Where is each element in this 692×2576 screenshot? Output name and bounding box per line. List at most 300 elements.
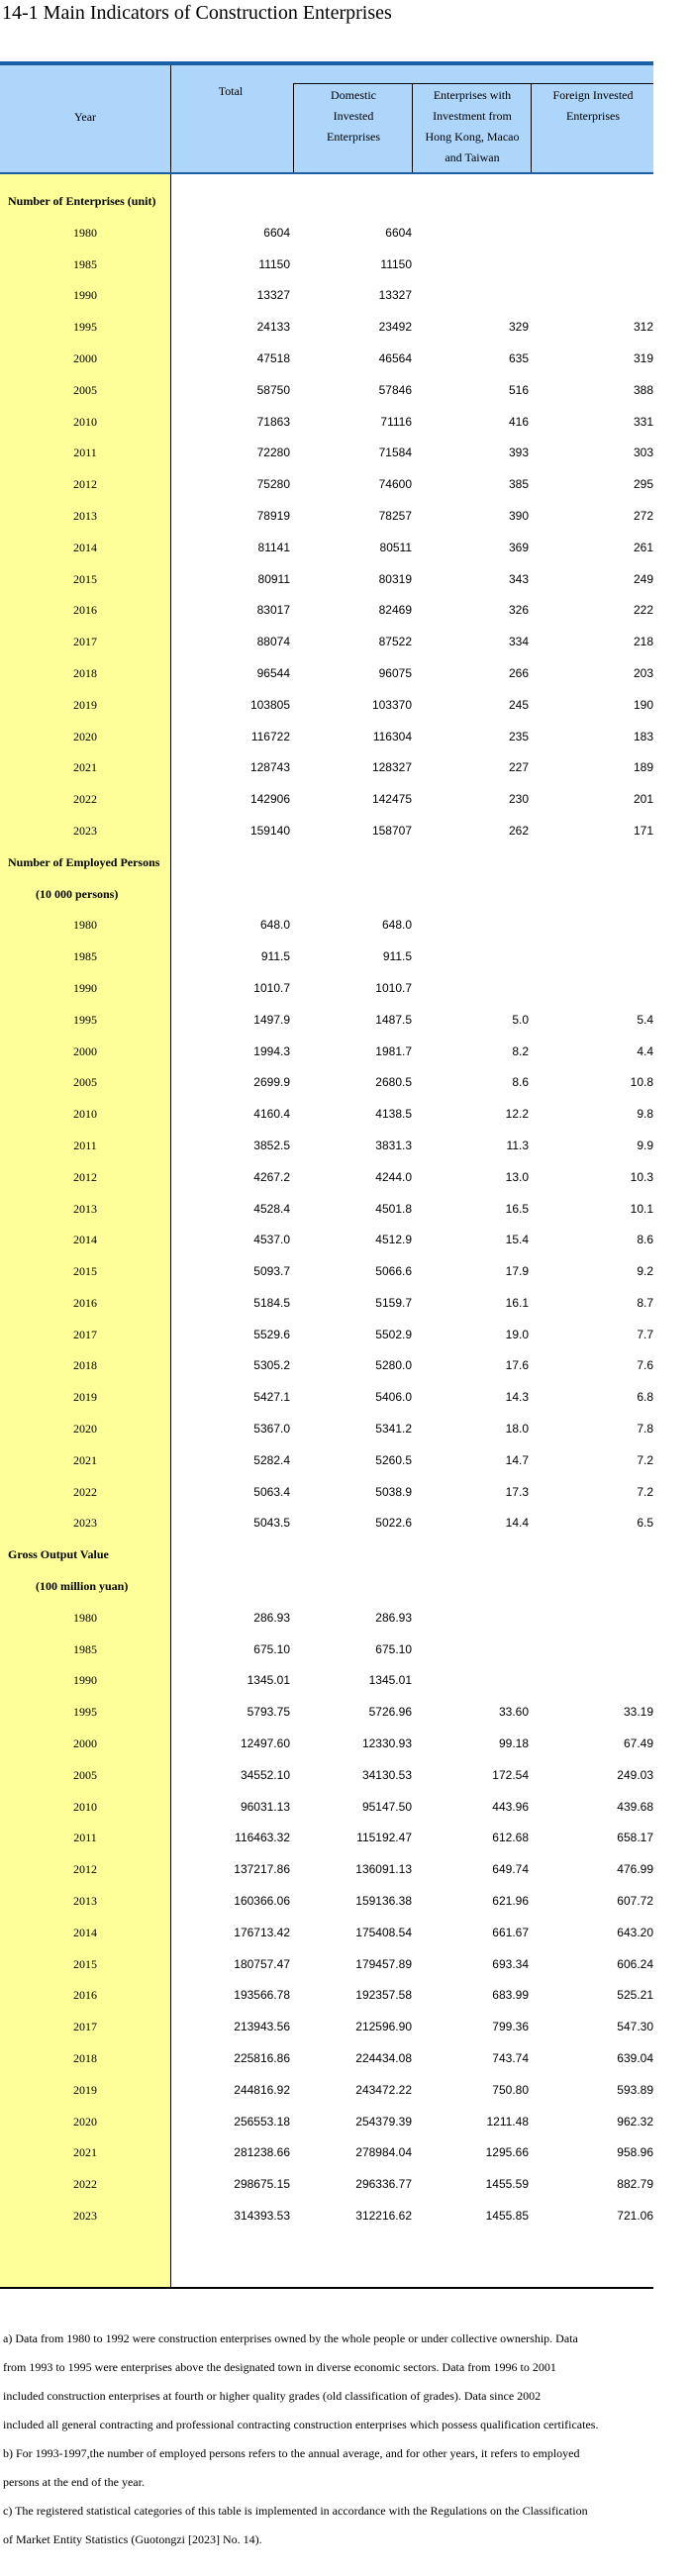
header-foreign: Foreign Invested Enterprises [552,88,634,123]
year-cell: 2018 [73,2051,97,2066]
year-cell: 1980 [73,1610,97,1625]
domestic-cell: 5502.9 [375,1327,412,1341]
domestic-cell: 74600 [378,477,412,492]
hk-macao-taiwan-cell: 235 [508,729,529,743]
year-cell: 2016 [73,1988,97,2003]
year-cell: 2021 [73,760,97,775]
total-cell: 675.10 [253,1641,290,1656]
header-divider [293,83,294,172]
foreign-cell: 190 [633,697,653,712]
section-label [0,1571,653,1603]
table-row [0,1131,653,1162]
table-row [0,2075,653,2107]
foreign-cell: 331 [633,414,653,429]
total-cell: 5043.5 [253,1516,290,1531]
note-line: b) For 1993-1997,the number of employed persons refers to the annual average, and for other years, it refers to employed [3,2446,580,2460]
hk-macao-taiwan-cell: 8.6 [512,1075,529,1090]
foreign-cell: 201 [633,792,653,807]
year-cell: 2010 [73,1107,97,1122]
hk-macao-taiwan-cell: 1295.66 [485,2145,529,2160]
year-cell: 2012 [73,477,97,492]
foreign-cell: 9.9 [637,1138,653,1152]
domestic-cell: 4512.9 [375,1233,412,1247]
total-cell: 13327 [256,288,290,303]
table-row [0,1288,653,1320]
year-cell: 2021 [73,1452,97,1467]
table-row [0,1854,653,1886]
foreign-cell: 606.24 [617,1956,653,1971]
hk-macao-taiwan-cell: 1455.59 [485,2177,529,2192]
hk-macao-taiwan-cell: 14.4 [505,1516,529,1531]
total-cell: 96544 [256,665,290,680]
note [3,2325,656,2439]
table-row [0,312,653,344]
table-row [0,1729,653,1760]
header-divider [531,83,532,172]
total-cell: 244816.92 [234,2082,290,2097]
header-domestic: Domestic Invested Enterprises [327,88,380,144]
hk-macao-taiwan-cell: 390 [508,508,529,523]
foreign-cell: 6.5 [637,1516,653,1531]
domestic-cell: 4501.8 [375,1201,412,1216]
table-row [0,1697,653,1729]
foreign-cell: 388 [633,382,653,397]
section-label-text: Number of Employed Persons [8,854,160,869]
domestic-cell: 115192.47 [356,1831,412,1845]
table-row [0,1635,653,1666]
domestic-cell: 80319 [378,571,412,586]
domestic-cell: 1010.7 [375,980,412,995]
table-row [0,1162,653,1194]
foreign-cell: 295 [633,477,653,492]
year-cell: 2019 [73,1390,97,1405]
table-row [0,595,653,627]
total-cell: 286.93 [253,1610,290,1625]
hk-macao-taiwan-cell: 266 [508,665,529,680]
table-bottom-rule [0,2287,653,2289]
year-cell: 2020 [73,729,97,743]
hk-macao-taiwan-cell: 385 [508,477,529,492]
year-cell: 2021 [73,2145,97,2160]
table-row [0,1508,653,1539]
total-cell: 1010.7 [253,980,290,995]
year-cell: 2023 [73,1516,97,1531]
table-row [0,375,653,407]
table-row [0,1760,653,1792]
hk-macao-taiwan-cell: 15.4 [505,1233,529,1247]
hk-macao-taiwan-cell: 245 [508,697,529,712]
table-row [0,344,653,375]
header-year: Year [73,110,97,124]
year-cell: 2014 [73,540,97,554]
table-row [0,1980,653,2012]
header-sub-rule [293,83,653,84]
year-cell: 2011 [73,1138,97,1152]
total-cell: 5184.5 [253,1295,290,1310]
foreign-cell: 218 [633,635,653,649]
hk-macao-taiwan-cell: 1455.85 [485,2209,529,2223]
foreign-cell: 33.19 [623,1705,653,1720]
table-row [0,1445,653,1477]
foreign-cell: 183 [633,729,653,743]
domestic-cell: 5280.0 [375,1358,412,1373]
hk-macao-taiwan-cell: 621.96 [492,1894,529,1909]
foreign-cell: 7.6 [637,1358,653,1373]
hk-macao-taiwan-cell: 334 [508,635,529,649]
domestic-cell: 243472.22 [355,2082,412,2097]
foreign-cell: 10.8 [630,1075,653,1090]
total-cell: 47518 [256,350,290,365]
total-cell: 193566.78 [234,1988,290,2003]
domestic-cell: 5022.6 [375,1516,412,1531]
hk-macao-taiwan-cell: 343 [508,571,529,586]
hk-macao-taiwan-cell: 743.74 [492,2051,529,2066]
table-row [0,1350,653,1382]
hk-macao-taiwan-cell: 17.9 [505,1264,529,1279]
domestic-cell: 71584 [378,446,412,460]
domestic-cell: 46564 [378,350,412,365]
domestic-cell: 12330.93 [361,1736,412,1751]
domestic-cell: 71116 [380,414,412,429]
hk-macao-taiwan-cell: 443.96 [492,1799,529,1814]
domestic-cell: 312216.62 [355,2209,412,2223]
year-cell: 1980 [73,918,97,933]
year-cell: 2019 [73,2082,97,2097]
total-cell: 88074 [256,635,290,649]
total-cell: 5793.75 [247,1705,290,1720]
table-row [0,438,653,469]
table-row [0,501,653,533]
table-row [0,1194,653,1226]
hk-macao-taiwan-cell: 12.2 [505,1107,529,1122]
total-cell: 3852.5 [253,1138,290,1152]
year-cell: 2015 [73,571,97,586]
hk-macao-taiwan-cell: 649.74 [492,1862,529,1877]
foreign-cell: 7.7 [637,1327,653,1341]
foreign-cell: 171 [633,823,653,838]
total-cell: 83017 [256,603,290,618]
foreign-cell: 643.20 [617,1925,653,1939]
domestic-cell: 4244.0 [375,1169,412,1184]
table-row [0,1792,653,1824]
year-cell: 2022 [73,1484,97,1499]
domestic-cell: 103370 [371,697,412,712]
hk-macao-taiwan-cell: 17.3 [505,1484,529,1499]
table-row [0,1320,653,1351]
year-cell: 2022 [73,2177,97,2192]
total-cell: 5367.0 [253,1422,290,1437]
total-cell: 80911 [257,571,290,586]
table-row [0,1256,653,1288]
hk-macao-taiwan-cell: 262 [508,823,529,838]
hk-macao-taiwan-cell: 11.3 [506,1138,529,1152]
hk-macao-taiwan-cell: 172.54 [492,1767,529,1782]
domestic-cell: 675.10 [375,1641,412,1656]
hk-macao-taiwan-cell: 369 [508,540,529,554]
domestic-cell: 23492 [378,320,412,335]
year-cell: 2022 [73,792,97,807]
domestic-cell: 80511 [379,540,412,554]
year-cell: 2017 [73,635,97,649]
total-cell: 648.0 [259,918,290,933]
table-row [0,469,653,501]
table-row [0,2137,653,2169]
total-cell: 81141 [257,540,290,554]
table-row [0,280,653,312]
foreign-cell: 8.7 [637,1295,653,1310]
foreign-cell: 958.96 [617,2145,653,2160]
year-cell: 2014 [73,1925,97,1939]
foreign-cell: 593.89 [617,2082,653,2097]
note-line: persons at the end of the year. [3,2475,145,2489]
table-row [0,2107,653,2138]
table-row [0,2201,653,2232]
domestic-cell: 1345.01 [368,1673,412,1688]
domestic-cell: 1487.5 [375,1012,412,1027]
domestic-cell: 158707 [371,823,412,838]
foreign-cell: 319 [633,350,653,365]
hk-macao-taiwan-cell: 230 [508,792,529,807]
foreign-cell: 9.8 [637,1107,653,1122]
domestic-cell: 5038.9 [375,1484,412,1499]
page-title: 14-1 Main Indicators of Construction Enterprises [2,2,392,24]
total-cell: 96031.13 [240,1799,290,1814]
foreign-cell: 962.32 [617,2114,653,2129]
hk-macao-taiwan-cell: 693.34 [492,1956,529,1971]
domestic-cell: 11150 [380,256,412,271]
total-cell: 103805 [249,697,290,712]
year-cell: 2016 [73,1295,97,1310]
note-line: of Market Entity Statistics (Guotongzi [2023] No. 14). [3,2532,262,2546]
year-cell: 2018 [73,1358,97,1373]
hk-macao-taiwan-cell: 14.7 [505,1452,529,1467]
section-label [0,879,653,911]
foreign-cell: 547.30 [617,2020,653,2034]
year-cell: 2000 [73,350,97,365]
domestic-cell: 78257 [378,508,412,523]
table-row [0,784,653,816]
total-cell: 128743 [249,760,290,775]
domestic-cell: 95147.50 [361,1799,412,1814]
year-cell: 2005 [73,1075,97,1090]
table-row [0,1037,653,1068]
domestic-cell: 4138.5 [375,1107,412,1122]
year-cell: 1980 [73,225,97,240]
total-cell: 314393.53 [234,2209,290,2223]
header-hk-macao-taiwan: Enterprises with Investment from Hong Kong, Macao and Taiwan [425,88,520,164]
total-cell: 5427.1 [253,1390,290,1405]
table-row [0,407,653,439]
total-cell: 1994.3 [253,1043,290,1058]
table-row [0,1918,653,1949]
domestic-cell: 175408.54 [355,1925,412,1939]
table-row [0,1949,653,1981]
table-row [0,973,653,1005]
foreign-cell: 8.6 [637,1233,653,1247]
domestic-cell: 911.5 [382,949,412,964]
domestic-cell: 57846 [378,382,412,397]
total-cell: 5529.6 [253,1327,290,1341]
table-row [0,1099,653,1131]
total-cell: 225816.86 [234,2051,290,2066]
domestic-cell: 96075 [378,665,412,680]
table-row [0,564,653,596]
domestic-cell: 254379.39 [355,2114,412,2129]
domestic-cell: 179457.89 [355,1956,412,1971]
domestic-cell: 6604 [385,225,412,240]
domestic-cell: 34130.53 [361,1767,412,1782]
hk-macao-taiwan-cell: 1211.48 [486,2114,529,2129]
table-notes [3,2325,656,2554]
note-line: a) Data from 1980 to 1992 were construction enterprises owned by the whole people or under collective ownership. Data [3,2331,578,2345]
foreign-cell: 658.17 [617,1831,653,1845]
hk-macao-taiwan-cell: 635 [508,350,529,365]
section-label [0,186,653,218]
total-cell: 4160.4 [253,1107,290,1122]
year-cell: 1990 [73,288,97,303]
domestic-cell: 116304 [372,729,412,743]
hk-macao-taiwan-cell: 329 [508,320,529,335]
table-row [0,627,653,658]
total-cell: 256553.18 [234,2114,290,2129]
header-total: Total [218,84,244,98]
table-row [0,1886,653,1918]
total-cell: 6604 [263,225,290,240]
foreign-cell: 639.04 [617,2051,653,2066]
table-row [0,1823,653,1854]
total-cell: 12497.60 [240,1736,290,1751]
hk-macao-taiwan-cell: 750.80 [492,2082,529,2097]
indicators-table [0,61,653,2289]
hk-macao-taiwan-cell: 16.1 [505,1295,529,1310]
total-cell: 4537.0 [253,1233,290,1247]
table-row [0,1477,653,1509]
total-cell: 298675.15 [234,2177,290,2192]
year-cell: 2017 [73,1327,97,1341]
total-cell: 78919 [256,508,290,523]
foreign-cell: 721.06 [617,2209,653,2223]
hk-macao-taiwan-cell: 393 [508,446,529,460]
foreign-cell: 882.79 [617,2177,653,2192]
hk-macao-taiwan-cell: 661.67 [492,1925,529,1939]
hk-macao-taiwan-cell: 227 [508,760,529,775]
total-cell: 72280 [256,446,290,460]
note [3,2439,656,2497]
hk-macao-taiwan-cell: 8.2 [512,1043,529,1058]
foreign-cell: 203 [633,665,653,680]
year-cell: 1995 [73,320,97,335]
hk-macao-taiwan-cell: 33.60 [498,1705,529,1720]
year-cell: 2019 [73,697,97,712]
total-cell: 213943.56 [234,2020,290,2034]
foreign-cell: 10.1 [630,1201,653,1216]
total-cell: 160366.06 [234,1894,290,1909]
table-row [0,816,653,847]
domestic-cell: 224434.08 [355,2051,412,2066]
table-row [0,2012,653,2043]
year-cell: 1990 [73,1673,97,1688]
foreign-cell: 222 [633,603,653,618]
domestic-cell: 5260.5 [375,1452,412,1467]
domestic-cell: 5066.6 [375,1264,412,1279]
hk-macao-taiwan-cell: 612.68 [492,1831,529,1845]
table-row [0,752,653,784]
section-label-text: Gross Output Value [8,1547,109,1562]
section-label [0,847,653,879]
total-cell: 11150 [258,256,290,271]
table-row [0,2043,653,2075]
domestic-cell: 648.0 [381,918,412,933]
year-cell: 1995 [73,1705,97,1720]
total-cell: 176713.42 [234,1925,290,1939]
year-cell: 1990 [73,980,97,995]
foreign-cell: 272 [633,508,653,523]
foreign-cell: 10.3 [630,1169,653,1184]
total-cell: 137217.86 [234,1862,290,1877]
hk-macao-taiwan-cell: 326 [508,603,529,618]
total-cell: 116463.32 [235,1831,290,1845]
foreign-cell: 476.99 [617,1862,653,1877]
total-cell: 4267.2 [253,1169,290,1184]
note-line: included all general contracting and professional contracting construction enterprises which possess qualification certificates. [3,2418,599,2431]
table-row [0,1665,653,1697]
domestic-cell: 296336.77 [355,2177,412,2192]
year-cell: 2010 [73,414,97,429]
domestic-cell: 5341.2 [375,1422,412,1437]
table-row [0,690,653,722]
total-cell: 71863 [256,414,290,429]
hk-macao-taiwan-cell: 5.0 [512,1012,529,1027]
year-cell: 2000 [73,1736,97,1751]
table-row [0,1225,653,1256]
foreign-cell: 7.2 [637,1452,653,1467]
domestic-cell: 5726.96 [368,1705,412,1720]
foreign-cell: 6.8 [637,1390,653,1405]
header-divider [412,83,413,172]
domestic-cell: 82469 [378,603,412,618]
domestic-cell: 87522 [378,635,412,649]
hk-macao-taiwan-cell: 17.6 [505,1358,529,1373]
year-cell: 2013 [73,508,97,523]
foreign-cell: 249.03 [617,1767,653,1782]
year-cell: 2015 [73,1956,97,1971]
foreign-cell: 9.2 [637,1264,653,1279]
domestic-cell: 159136.38 [355,1894,412,1909]
year-cell: 2015 [73,1264,97,1279]
domestic-cell: 1981.7 [375,1043,412,1058]
section-label-text: (10 000 persons) [36,886,119,901]
table-row [0,722,653,753]
total-cell: 58750 [256,382,290,397]
foreign-cell: 439.68 [617,1799,653,1814]
section-label-text: Number of Enterprises (unit) [8,194,156,208]
year-cell: 2023 [73,2209,97,2223]
year-cell: 2017 [73,2020,97,2034]
year-cell: 2020 [73,2114,97,2129]
foreign-cell: 525.21 [617,1988,653,2003]
domestic-cell: 192357.58 [355,1988,412,2003]
year-cell: 2000 [73,1043,97,1058]
domestic-cell: 2680.5 [375,1075,412,1090]
table-row [0,1414,653,1445]
foreign-cell: 189 [633,760,653,775]
table-header [0,65,653,172]
year-cell: 2023 [73,823,97,838]
year-cell: 2011 [73,1831,97,1845]
hk-macao-taiwan-cell: 683.99 [492,1988,529,2003]
foreign-cell: 607.72 [617,1894,653,1909]
table-row [0,941,653,973]
